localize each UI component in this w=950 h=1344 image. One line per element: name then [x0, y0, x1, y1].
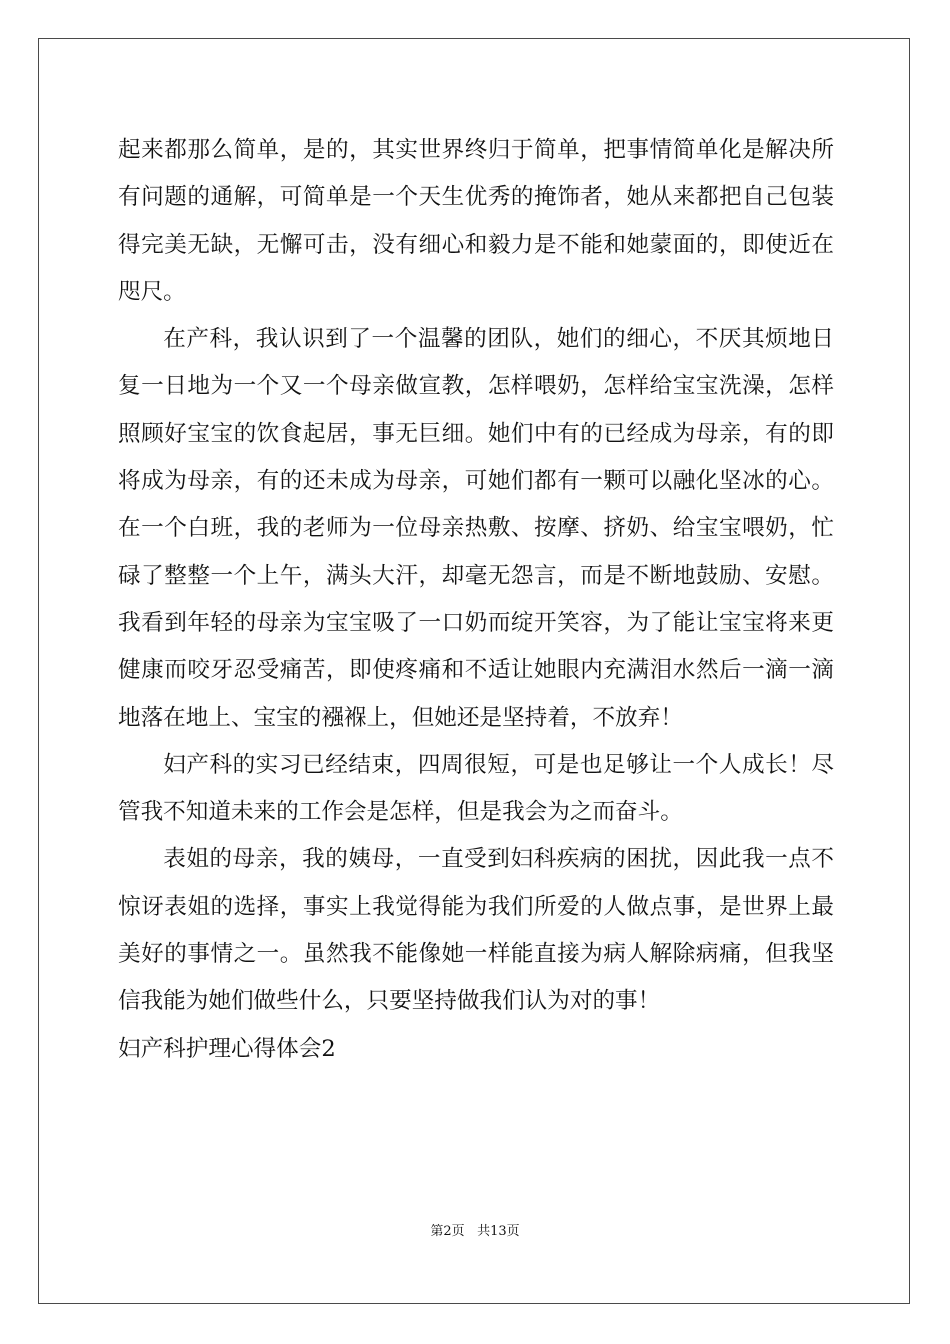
paragraph-4: 表姐的母亲，我的姨母，一直受到妇科疾病的困扰，因此我一点不惊讶表姐的选择，事实上我觉得能为我们所爱的人做点事，是世界上最美好的事情之一。虽然我不能像她一样能直接为病人解除病痛，但我坚信我能为她们做些什么，只要坚持做我们认为对的事！ — [118, 846, 834, 1015]
page-total: 共13页 — [477, 1224, 520, 1239]
page-number: 第2页 — [430, 1224, 465, 1239]
paragraph-2: 在产科，我认识到了一个温馨的团队，她们的细心，不厌其烦地日复一日地为一个又一个母亲做宣教，怎样喂奶，怎样给宝宝洗澡，怎样照顾好宝宝的饮食起居，事无巨细。她们中有的已经成为母亲，有的即将成为母亲，有的还未成为母亲，可她们都有一颗可以融化坚冰的心。在一个白班，我的老师为一位母亲热敷、按摩、挤奶、给宝宝喂奶，忙碌了整整一个上午，满头大汗，却毫无怨言，而是不断地鼓励、安慰。我看到年轻的母亲为宝宝吸了一口奶而绽开笑容，为了能让宝宝将来更健康而咬牙忍受痛苦，即使疼痛和不适让她眼内充满泪水然后一滴一滴地落在地上、宝宝的襁褓上，但她还是坚持着，不放弃！ — [118, 326, 834, 731]
paragraph-3: 妇产科的实习已经结束，四周很短，可是也足够让一个人成长！尽管我不知道未来的工作会是怎样，但是我会为之而奋斗。 — [118, 751, 834, 826]
page-footer — [0, 1220, 950, 1239]
section-heading: 妇产科护理心得体会2 — [118, 1035, 336, 1062]
document-body — [118, 127, 834, 1073]
paragraph-1: 起来都那么简单，是的，其实世界终归于简单，把事情简单化是解决所有问题的通解，可简单是一个天生优秀的掩饰者，她从来都把自己包装得完美无缺，无懈可击，没有细心和毅力是不能和她蒙面的，即使近在咫尺。 — [118, 137, 834, 305]
